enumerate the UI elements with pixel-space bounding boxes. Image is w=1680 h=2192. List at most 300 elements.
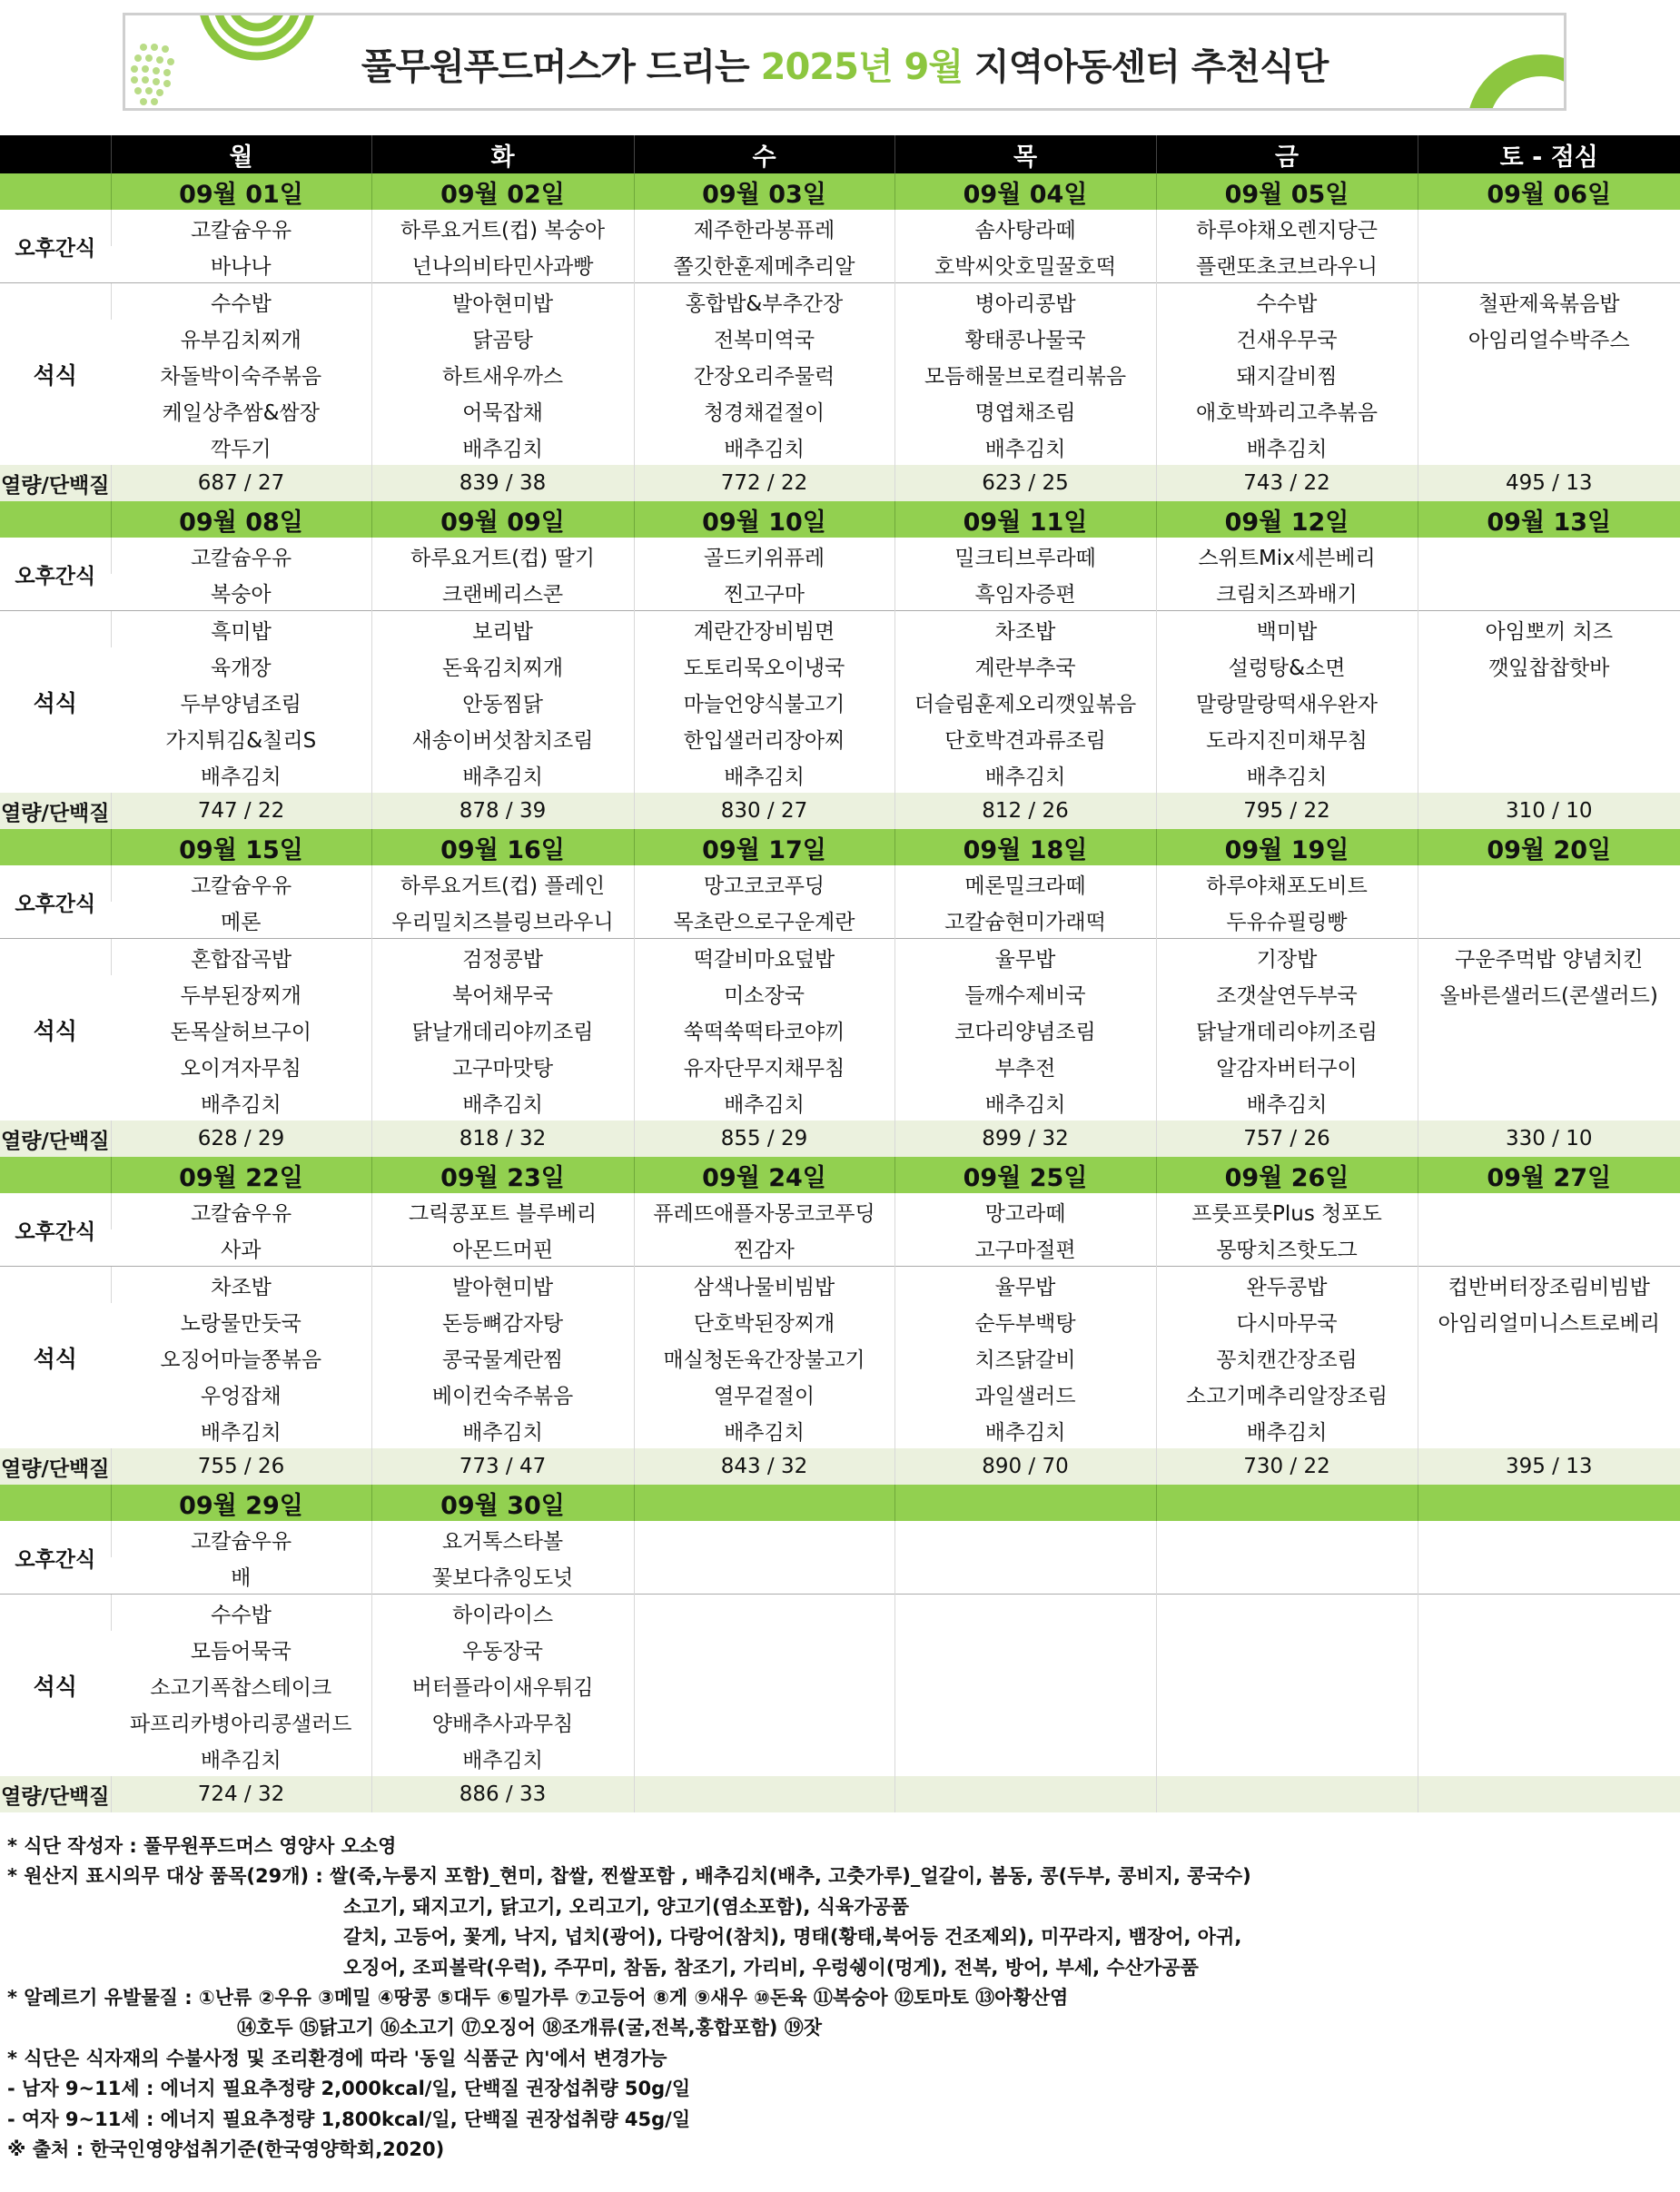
dinner-item: 배추김치 xyxy=(200,1092,282,1117)
date-cell: 09월 16일 xyxy=(371,829,634,865)
dinner-item: 백미밥 xyxy=(1156,611,1418,648)
dinner-item: 하트새우까스 xyxy=(371,356,634,392)
dinner-row xyxy=(0,429,1680,465)
dinner-row xyxy=(0,392,1680,429)
dinner-row xyxy=(0,1412,1680,1448)
dinner-item: 순두부백탕 xyxy=(894,1303,1156,1339)
dinner-row xyxy=(0,356,1680,392)
date-row xyxy=(0,1485,1680,1521)
dinner-item: 황태콩나물국 xyxy=(894,320,1156,356)
dinner-item: 매실청돈육간장불고기 xyxy=(634,1339,894,1376)
dinner-item: 배추김치 xyxy=(894,1084,1156,1121)
snack-item: 고칼슘현미가래떡 xyxy=(894,902,1156,939)
dinner-item: 꽁치캔간장조림 xyxy=(1156,1339,1418,1376)
nutrition-value: 886 / 33 xyxy=(371,1776,634,1812)
nutrition-value: 772 / 22 xyxy=(634,465,894,501)
dinner-item: 발아현미밥 xyxy=(371,283,634,321)
dinner-item: 돈목살허브구이 xyxy=(170,1020,312,1044)
snack-item: 제주한라봉퓨레 xyxy=(634,210,894,246)
snack-item: 고칼슘우유 xyxy=(111,865,371,902)
dinner-item: 우엉잡채 xyxy=(200,1384,282,1408)
dinner-item xyxy=(894,1667,1156,1703)
snack-item: 프룻프룻Plus 청포도 xyxy=(1156,1193,1418,1229)
weekday-header: 토 - 점심 xyxy=(1418,135,1680,173)
dinner-item: 수수밥 xyxy=(111,283,371,321)
dinner-row xyxy=(0,684,1680,720)
dinner-item: 설렁탕&소면 xyxy=(1156,647,1418,684)
dinner-item: 닭날개데리야끼조림 xyxy=(371,1012,634,1048)
snack-item: 하루야채포도비트 xyxy=(1156,865,1418,902)
dinner-row xyxy=(0,1376,1680,1412)
dinner-item: 베이컨숙주볶음 xyxy=(371,1376,634,1412)
dinner-label: 석식 xyxy=(0,939,111,1121)
nutrition-label: 열량/단백질 xyxy=(0,465,111,501)
dinner-item: 버터플라이새우튀김 xyxy=(371,1667,634,1703)
dinner-item xyxy=(1156,1631,1418,1667)
date-cell: 09월 20일 xyxy=(1418,829,1680,865)
dinner-item: 검정콩밥 xyxy=(371,939,634,976)
dinner-item xyxy=(894,1703,1156,1740)
snack-item xyxy=(1156,1521,1418,1557)
dinner-item: 흑미밥 xyxy=(111,611,371,648)
dinner-item: 올바른샐러드(콘샐러드) xyxy=(1418,975,1680,1012)
dinner-item: 닭곰탕 xyxy=(371,320,634,356)
dinner-item xyxy=(1418,1012,1680,1048)
dinner-item: 돼지갈비찜 xyxy=(1156,356,1418,392)
dinner-item: 어묵잡채 xyxy=(371,392,634,429)
snack-row xyxy=(0,574,1680,611)
snack-label: 오후간식 xyxy=(15,1219,96,1244)
note-line: 오징어, 조피볼락(우럭), 주꾸미, 참돔, 참조기, 가리비, 우렁쉥이(멍게), 전복, 방어, 부세, 수산가공품 xyxy=(343,1956,1199,1979)
dinner-item xyxy=(1418,429,1680,465)
nutrition-value: 830 / 27 xyxy=(634,793,894,829)
dinner-item xyxy=(634,1740,894,1776)
snack-item: 하루야채오렌지당근 xyxy=(1156,210,1418,246)
note-line: 소고기, 돼지고기, 닭고기, 오리고기, 양고기(염소포함), 식육가공품 xyxy=(343,1895,910,1918)
date-cell xyxy=(1156,1485,1418,1521)
weekday-header: 금 xyxy=(1156,135,1418,173)
dinner-item: 모듬어묵국 xyxy=(190,1639,292,1664)
dinner-item: 간장오리주물럭 xyxy=(634,356,894,392)
date-cell: 09월 03일 xyxy=(634,173,894,210)
dinner-item: 치즈닭갈비 xyxy=(894,1339,1156,1376)
snack-item: 메론 xyxy=(221,910,262,934)
dinner-row xyxy=(0,1012,1680,1048)
nutrition-row xyxy=(0,465,1680,501)
snack-item: 우리밀치즈블링브라우니 xyxy=(371,902,634,939)
snack-item xyxy=(894,1521,1156,1557)
date-cell: 09월 13일 xyxy=(1418,501,1680,538)
date-row xyxy=(0,501,1680,538)
snack-item: 망고라떼 xyxy=(894,1193,1156,1229)
dinner-item: 더슬림훈제오리깻잎볶음 xyxy=(894,684,1156,720)
dinner-item: 혼합잡곡밥 xyxy=(111,939,371,976)
dinner-item: 두부된장찌개 xyxy=(180,983,301,1008)
dinner-item: 배추김치 xyxy=(371,1412,634,1448)
dinner-item: 단호박견과류조림 xyxy=(894,720,1156,756)
dinner-item xyxy=(894,1740,1156,1776)
dinner-item: 전복미역국 xyxy=(634,320,894,356)
snack-row xyxy=(0,538,1680,574)
dinner-item: 깍두기 xyxy=(210,437,272,461)
nutrition-label: 열량/단백질 xyxy=(0,793,111,829)
nutrition-label: 열량/단백질 xyxy=(0,1121,111,1157)
nutrition-row xyxy=(0,1121,1680,1157)
note-line: * 알레르기 유발물질 : ①난류 ②우유 ③메밀 ④땅콩 ⑤대두 ⑥밀가루 ⑦고등어 ⑧게 ⑨새우 ⑩돈육 ⑪복숭아 ⑫토마토 ⑬아황산염 xyxy=(7,1987,1069,2009)
snack-item: 사과 xyxy=(221,1238,262,1262)
snack-item: 요거톡스타볼 xyxy=(371,1521,634,1557)
weekday-header: 화 xyxy=(371,135,634,173)
dinner-item: 배추김치 xyxy=(894,1412,1156,1448)
dinner-item: 북어채무국 xyxy=(371,975,634,1012)
date-cell: 09월 08일 xyxy=(111,501,371,538)
nutrition-value: 743 / 22 xyxy=(1156,465,1418,501)
snack-item: 골드키위퓨레 xyxy=(634,538,894,574)
dinner-item: 깻잎찹찹핫바 xyxy=(1418,647,1680,684)
dinner-item: 코다리양념조림 xyxy=(894,1012,1156,1048)
dinner-item xyxy=(1418,684,1680,720)
nutrition-value xyxy=(1418,1776,1680,1812)
date-row xyxy=(0,1157,1680,1193)
dinner-row xyxy=(0,1703,1680,1740)
nutrition-value: 795 / 22 xyxy=(1156,793,1418,829)
snack-label: 오후간식 xyxy=(15,892,96,916)
dinner-item: 율무밥 xyxy=(894,939,1156,976)
nutrition-row xyxy=(0,793,1680,829)
date-cell: 09월 26일 xyxy=(1156,1157,1418,1193)
weekday-header: 수 xyxy=(634,135,894,173)
dinner-item: 미소장국 xyxy=(634,975,894,1012)
snack-row xyxy=(0,1557,1680,1595)
dinner-item: 조갯살연두부국 xyxy=(1156,975,1418,1012)
dinner-item xyxy=(1418,1084,1680,1121)
date-cell: 09월 27일 xyxy=(1418,1157,1680,1193)
dinner-item xyxy=(1418,1703,1680,1740)
dinner-item: 아임리얼수박주스 xyxy=(1418,320,1680,356)
snack-item: 고칼슘우유 xyxy=(111,210,371,246)
dinner-item: 배추김치 xyxy=(1156,429,1418,465)
snack-item: 하루요거트(컵) 딸기 xyxy=(371,538,634,574)
note-line: - 여자 9~11세 : 에너지 필요추정량 1,800kcal/일, 단백질 권장섭취량 45g/일 xyxy=(7,2108,691,2130)
nutrition-value: 773 / 47 xyxy=(371,1448,634,1485)
date-cell: 09월 22일 xyxy=(111,1157,371,1193)
dinner-item xyxy=(634,1667,894,1703)
dinner-item xyxy=(1418,1631,1680,1667)
note-line: * 식단은 식자재의 수불사정 및 조리환경에 따라 '동일 식품군 內'에서 변경가능 xyxy=(7,2047,667,2069)
date-cell: 09월 15일 xyxy=(111,829,371,865)
date-cell: 09월 02일 xyxy=(371,173,634,210)
notes-section xyxy=(7,1832,1678,2165)
snack-item: 크림치즈꽈배기 xyxy=(1156,574,1418,611)
nutrition-value xyxy=(634,1776,894,1812)
dinner-item xyxy=(1418,1412,1680,1448)
snack-item: 꽃보다츄잉도넛 xyxy=(371,1557,634,1595)
nutrition-value: 310 / 10 xyxy=(1418,793,1680,829)
dinner-item: 율무밥 xyxy=(894,1267,1156,1304)
dinner-item: 육개장 xyxy=(210,656,272,680)
note-line: * 식단 작성자 : 풀무원푸드머스 영양사 오소영 xyxy=(7,1835,397,1857)
nutrition-row xyxy=(0,1448,1680,1485)
dinner-item: 노랑물만둣국 xyxy=(180,1311,301,1336)
dinner-item: 단호박된장찌개 xyxy=(634,1303,894,1339)
note-line: ※ 출처 : 한국인영양섭취기준(한국영양학회,2020) xyxy=(7,2138,445,2161)
dinner-item: 배추김치 xyxy=(894,756,1156,793)
snack-item xyxy=(634,1557,894,1595)
dinner-item: 도라지진미채무침 xyxy=(1156,720,1418,756)
snack-row xyxy=(0,246,1680,283)
dinner-item: 아임리얼미니스트로베리 xyxy=(1418,1303,1680,1339)
dinner-row xyxy=(0,647,1680,684)
dinner-item: 모듬해물브로컬리볶음 xyxy=(894,356,1156,392)
dinner-item xyxy=(1156,1595,1418,1632)
snack-item: 메론밀크라떼 xyxy=(894,865,1156,902)
snack-item: 밀크티브루라떼 xyxy=(894,538,1156,574)
date-cell: 09월 06일 xyxy=(1418,173,1680,210)
dinner-item: 떡갈비마요덮밥 xyxy=(634,939,894,976)
dinner-item xyxy=(1418,1667,1680,1703)
date-cell: 09월 24일 xyxy=(634,1157,894,1193)
snack-item xyxy=(634,1521,894,1557)
dinner-item: 두부양념조림 xyxy=(180,692,301,716)
nutrition-value: 899 / 32 xyxy=(894,1121,1156,1157)
dinner-item: 계란간장비빔면 xyxy=(634,611,894,648)
dinner-item: 돈육김치찌개 xyxy=(371,647,634,684)
dinner-item: 배추김치 xyxy=(634,429,894,465)
dinner-row xyxy=(0,1084,1680,1121)
dinner-item: 청경채겉절이 xyxy=(634,392,894,429)
dinner-item: 알감자버터구이 xyxy=(1156,1048,1418,1084)
snack-item: 크랜베리스콘 xyxy=(371,574,634,611)
note-line: - 남자 9~11세 : 에너지 필요추정량 2,000kcal/일, 단백질 권장섭취량 50g/일 xyxy=(7,2078,691,2100)
nutrition-value: 687 / 27 xyxy=(111,465,371,501)
dinner-item: 배추김치 xyxy=(200,1748,282,1772)
nutrition-label: 열량/단백질 xyxy=(0,1448,111,1485)
weekday-header: 목 xyxy=(894,135,1156,173)
snack-item xyxy=(1418,865,1680,902)
snack-item: 호박씨앗호밀꿀호떡 xyxy=(894,246,1156,283)
dinner-item: 한입샐러리장아찌 xyxy=(634,720,894,756)
dinner-item: 과일샐러드 xyxy=(894,1376,1156,1412)
snack-item xyxy=(1418,902,1680,939)
dinner-item: 배추김치 xyxy=(200,1420,282,1445)
dinner-row xyxy=(0,939,1680,976)
dinner-item: 홍합밥&부추간장 xyxy=(634,283,894,321)
dinner-item: 하이라이스 xyxy=(371,1595,634,1632)
snack-label: 오후간식 xyxy=(15,1547,96,1572)
page-title: 풀무원푸드머스가 드리는 2025년 9월 지역아동센터 추천식단 xyxy=(361,46,1329,88)
dinner-item: 발아현미밥 xyxy=(371,1267,634,1304)
dinner-item xyxy=(634,1595,894,1632)
snack-item: 고칼슘우유 xyxy=(111,538,371,574)
date-cell: 09월 01일 xyxy=(111,173,371,210)
date-row-label xyxy=(0,1157,111,1193)
nutrition-value: 818 / 32 xyxy=(371,1121,634,1157)
dinner-row xyxy=(0,1303,1680,1339)
date-row xyxy=(0,173,1680,210)
dinner-item: 배추김치 xyxy=(634,756,894,793)
dinner-item xyxy=(1156,1740,1418,1776)
snack-item xyxy=(1418,538,1680,574)
dinner-item: 컵반버터장조림비빔밥 xyxy=(1418,1267,1680,1304)
snack-item xyxy=(1418,1557,1680,1595)
note-line: ⑭호두 ⑮닭고기 ⑯소고기 ⑰오징어 ⑱조개류(굴,전복,홍합포함) ⑲잣 xyxy=(237,2017,822,2039)
date-cell: 09월 23일 xyxy=(371,1157,634,1193)
snack-item: 넌나의비타민사과빵 xyxy=(371,246,634,283)
date-cell: 09월 12일 xyxy=(1156,501,1418,538)
nutrition-value: 878 / 39 xyxy=(371,793,634,829)
date-cell: 09월 05일 xyxy=(1156,173,1418,210)
date-cell: 09월 18일 xyxy=(894,829,1156,865)
snack-item xyxy=(894,1557,1156,1595)
dinner-item xyxy=(1418,1740,1680,1776)
dinner-item: 명엽채조림 xyxy=(894,392,1156,429)
dinner-item: 양배추사과무침 xyxy=(371,1703,634,1740)
date-cell: 09월 17일 xyxy=(634,829,894,865)
dinner-row xyxy=(0,720,1680,756)
dinner-item xyxy=(634,1631,894,1667)
date-row-label xyxy=(0,501,111,538)
snack-item: 찐고구마 xyxy=(634,574,894,611)
dinner-item: 유자단무지채무침 xyxy=(634,1048,894,1084)
snack-item: 흑임자증편 xyxy=(894,574,1156,611)
date-cell xyxy=(894,1485,1156,1521)
dinner-item: 오징어마늘쫑볶음 xyxy=(160,1348,322,1372)
dinner-item: 차돌박이숙주볶음 xyxy=(160,364,322,389)
snack-item: 고구마절편 xyxy=(894,1229,1156,1267)
nutrition-value xyxy=(894,1776,1156,1812)
dinner-item: 철판제육볶음밥 xyxy=(1418,283,1680,321)
snack-item xyxy=(1418,574,1680,611)
date-row-label xyxy=(0,173,111,210)
date-row-label xyxy=(0,1485,111,1521)
dinner-item: 수수밥 xyxy=(111,1595,371,1632)
note-line: * 원산지 표시의무 대상 품목(29개) : 쌀(죽,누룽지 포함)_현미, 찹쌀, 찐쌀포함 , 배추김치(배추, 고춧가루)_얼갈이, 봄동, 콩(두부, 콩비지, 콩국수) xyxy=(7,1865,1251,1888)
nutrition-value xyxy=(1156,1776,1418,1812)
snack-item: 바나나 xyxy=(210,254,272,279)
weekday-header: 월 xyxy=(111,135,371,173)
dinner-item: 배추김치 xyxy=(634,1412,894,1448)
dinner-item xyxy=(1418,1339,1680,1376)
snack-item xyxy=(1418,246,1680,283)
dinner-item: 배추김치 xyxy=(1156,756,1418,793)
dinner-item: 완두콩밥 xyxy=(1156,1267,1418,1304)
date-cell: 09월 25일 xyxy=(894,1157,1156,1193)
dinner-item: 오이겨자무침 xyxy=(180,1056,301,1081)
date-cell: 09월 10일 xyxy=(634,501,894,538)
dinner-item xyxy=(1418,356,1680,392)
dinner-row xyxy=(0,975,1680,1012)
dinner-item: 삼색나물비빔밥 xyxy=(634,1267,894,1304)
corner-cell xyxy=(0,135,111,173)
nutrition-value: 812 / 26 xyxy=(894,793,1156,829)
snack-item xyxy=(1418,1229,1680,1267)
dinner-item: 배추김치 xyxy=(1156,1084,1418,1121)
nutrition-value: 855 / 29 xyxy=(634,1121,894,1157)
snack-item: 고칼슘우유 xyxy=(111,1521,371,1557)
note-line: 갈치, 고등어, 꽃게, 낙지, 넙치(광어), 다랑어(참치), 명태(황태,북어등 건조제외), 미꾸라지, 뱀장어, 아귀, xyxy=(343,1926,1242,1949)
dinner-item: 열무겉절이 xyxy=(634,1376,894,1412)
date-cell: 09월 19일 xyxy=(1156,829,1418,865)
nutrition-row xyxy=(0,1776,1680,1812)
snack-row xyxy=(0,902,1680,939)
snack-item: 퓨레뜨애플자몽코코푸딩 xyxy=(634,1193,894,1229)
snack-item: 복숭아 xyxy=(210,582,272,607)
date-cell xyxy=(1418,1485,1680,1521)
dinner-item xyxy=(894,1595,1156,1632)
nutrition-value: 724 / 32 xyxy=(111,1776,371,1812)
dinner-item: 닭날개데리야끼조림 xyxy=(1156,1012,1418,1048)
dinner-item: 배추김치 xyxy=(371,429,634,465)
snack-item: 몽땅치즈핫도그 xyxy=(1156,1229,1418,1267)
dinner-row xyxy=(0,1740,1680,1776)
nutrition-value: 757 / 26 xyxy=(1156,1121,1418,1157)
dinner-item: 마늘언양식불고기 xyxy=(634,684,894,720)
snack-item: 아몬드머핀 xyxy=(371,1229,634,1267)
weekday-header-row xyxy=(0,135,1680,173)
snack-item: 플랜또초코브라우니 xyxy=(1156,246,1418,283)
date-cell: 09월 04일 xyxy=(894,173,1156,210)
snack-item xyxy=(1418,210,1680,246)
dinner-item: 새송이버섯참치조림 xyxy=(371,720,634,756)
dinner-item: 배추김치 xyxy=(894,429,1156,465)
dinner-label: 석식 xyxy=(0,1267,111,1449)
header-banner xyxy=(123,13,1566,111)
dinner-item: 부추전 xyxy=(894,1048,1156,1084)
dinner-item: 콩국물계란찜 xyxy=(371,1339,634,1376)
snack-item xyxy=(1418,1193,1680,1229)
nutrition-value: 730 / 22 xyxy=(1156,1448,1418,1485)
dinner-row xyxy=(0,1339,1680,1376)
dinner-item: 안동찜닭 xyxy=(371,684,634,720)
dinner-item: 차조밥 xyxy=(111,1267,371,1304)
nutrition-value: 755 / 26 xyxy=(111,1448,371,1485)
dinner-row xyxy=(0,1048,1680,1084)
dinner-item: 도토리묵오이냉국 xyxy=(634,647,894,684)
snack-item: 목초란으로구운계란 xyxy=(634,902,894,939)
dinner-item: 소고기메추리알장조림 xyxy=(1156,1376,1418,1412)
dinner-row xyxy=(0,1631,1680,1667)
snack-item: 두유슈필링빵 xyxy=(1156,902,1418,939)
date-cell: 09월 11일 xyxy=(894,501,1156,538)
dinner-item: 배추김치 xyxy=(1156,1412,1418,1448)
dinner-item: 기장밥 xyxy=(1156,939,1418,976)
dinner-row xyxy=(0,320,1680,356)
snack-item: 하루요거트(컵) 플레인 xyxy=(371,865,634,902)
dinner-row xyxy=(0,611,1680,648)
nutrition-value: 839 / 38 xyxy=(371,465,634,501)
snack-row xyxy=(0,865,1680,902)
menu-table xyxy=(0,135,1680,1812)
snack-row xyxy=(0,210,1680,246)
dinner-item: 아임뽀끼 치즈 xyxy=(1418,611,1680,648)
dinner-item: 건새우무국 xyxy=(1156,320,1418,356)
snack-item: 쫄깃한훈제메추리알 xyxy=(634,246,894,283)
dinner-item: 배추김치 xyxy=(371,756,634,793)
snack-item: 찐감자 xyxy=(634,1229,894,1267)
dinner-item: 보리밥 xyxy=(371,611,634,648)
dinner-item: 병아리콩밥 xyxy=(894,283,1156,321)
snack-item xyxy=(1418,1521,1680,1557)
nutrition-value: 628 / 29 xyxy=(111,1121,371,1157)
dinner-item: 배추김치 xyxy=(200,765,282,789)
dinner-item xyxy=(1156,1667,1418,1703)
dinner-item: 다시마무국 xyxy=(1156,1303,1418,1339)
snack-item: 고칼슘우유 xyxy=(111,1193,371,1229)
dinner-item: 우동장국 xyxy=(371,1631,634,1667)
nutrition-label: 열량/단백질 xyxy=(0,1776,111,1812)
dinner-item: 배추김치 xyxy=(371,1084,634,1121)
date-cell: 09월 09일 xyxy=(371,501,634,538)
